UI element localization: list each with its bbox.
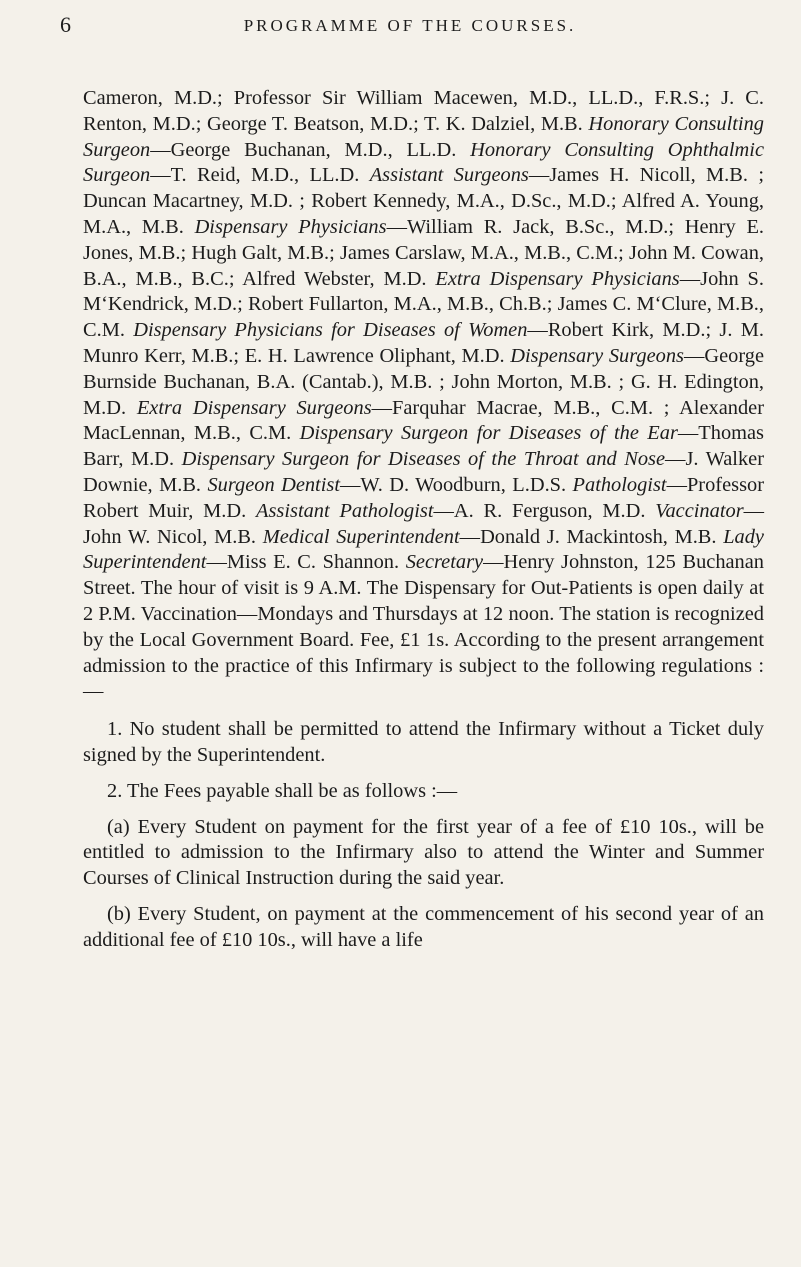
regulation-2a: (a) Every Student on payment for the first year of a fee of £10 10s., will be entitled to admission to the Infirmary also to attend the Winter and Summer Courses of Clinical Instruction during the said year. [83,815,764,890]
staff-text: —William R. Jack, B.Sc., M.D.; Henry E. Jones, M.B.; Hugh Galt, M.B.; James Carslaw, M.A., M.B., C.M.; John M. Cowan, B.A., M.B., B.C.; Alfred Webster, M.D. [83,215,764,290]
staff-text: —George Burnside Buchanan, B.A. (Cantab.), M.B. ; John Morton, M.B. ; G. H. Edington, M.D. [83,344,764,419]
staff-text: —W. D. Woodburn, L.D.S. [340,473,573,496]
staff-text: —John W. Nicol, M.B. [83,499,765,548]
office-title: Dispensary Surgeon for Diseases of the Ear [299,422,678,445]
office-title: Dispensary Surgeons [510,344,684,367]
office-title: Honorary Consulting Ophthalmic Surgeon [83,138,764,187]
staff-text: —George Buchanan, M.D., LL.D. [150,138,471,161]
staff-text: —James H. Nicoll, M.B. ; Duncan Macartney, M.D. ; Robert Kennedy, M.A., D.Sc., M.D.; Alfred A. Young, M.A., M.B. [83,164,764,238]
office-title: Secretary [405,551,484,574]
staff-text: —Professor Robert Muir, M.D. [83,473,764,522]
page-number: 6 [60,12,72,37]
office-title: Pathologist [572,473,667,496]
office-title: Lady Superintendent [83,525,764,574]
office-title: Medical Superintendent [262,525,460,548]
staff-text: —T. Reid, M.D., LL.D. [150,164,370,187]
staff-text: —Donald J. Mackintosh, M.B. [459,525,724,548]
staff-text: —John S. M‘Kendrick, M.D.; Robert Fullarton, M.A., M.B., Ch.B.; James C. M‘Clure, M.B., C.M. [83,267,764,342]
staff-text: —A. R. Ferguson, M.D. [433,499,656,522]
office-title: Dispensary Surgeon for Diseases of the Throat and Nose [181,448,666,471]
regulation-2b: (b) Every Student, on payment at the commencement of his second year of an additional fee of £10 10s., will have a life [83,902,764,951]
staff-text: —Thomas Barr, M.D. [83,422,764,471]
office-title: Assistant Pathologist [256,499,434,522]
staff-text: —Robert Kirk, M.D.; J. M. Munro Kerr, M.B.; E. H. Lawrence Oliphant, M.D. [83,319,764,367]
staff-text: —Farquhar Macrae, M.B., C.M. ; Alexander MacLennan, M.B., C.M. [83,396,764,445]
running-head: PROGRAMME OF THE COURSES. [243,16,577,35]
page-header [60,12,760,42]
page-body [83,86,764,954]
office-title: Extra Dispensary Physicians [435,267,680,290]
office-title: Assistant Surgeons [369,164,529,187]
office-title: Surgeon Dentist [207,473,340,496]
office-title: Dispensary Physicians for Diseases of Women [133,319,528,342]
staff-text: —J. Walker Downie, M.B. [83,448,764,496]
staff-text: —Henry Johnston, 125 Buchanan Street. The hour of visit is 9 A.M. The Dispensary for Out-Patients is open daily at 2 P.M. Vaccination—Mondays and Thursdays at 12 noon. The station is recognized by the Local Government Board. Fee, £1 1s. According to the present arrangement admission to the practice of this Infirmary is subject to the following regulations :— [83,551,765,703]
regulation-1: 1. No student shall be permitted to attend the Infirmary without a Ticket duly signed by the Superintendent. [83,718,764,766]
office-title: Honorary Consulting Surgeon [83,112,764,161]
regulation-2: 2. The Fees payable shall be as follows :— [107,779,458,802]
staff-text: —Miss E. C. Shannon. [206,551,406,574]
office-title: Extra Dispensary Surgeons [136,396,372,419]
staff-text: Cameron, M.D.; Professor Sir William Macewen, M.D., LL.D., F.R.S.; J. C. Renton, M.D.; George T. Beatson, M.D.; T. K. Dalziel, M.B. [83,87,764,135]
staff-paragraph [83,86,764,705]
office-title: Dispensary Physicians [194,215,387,238]
office-title: Vaccinator [655,499,744,522]
